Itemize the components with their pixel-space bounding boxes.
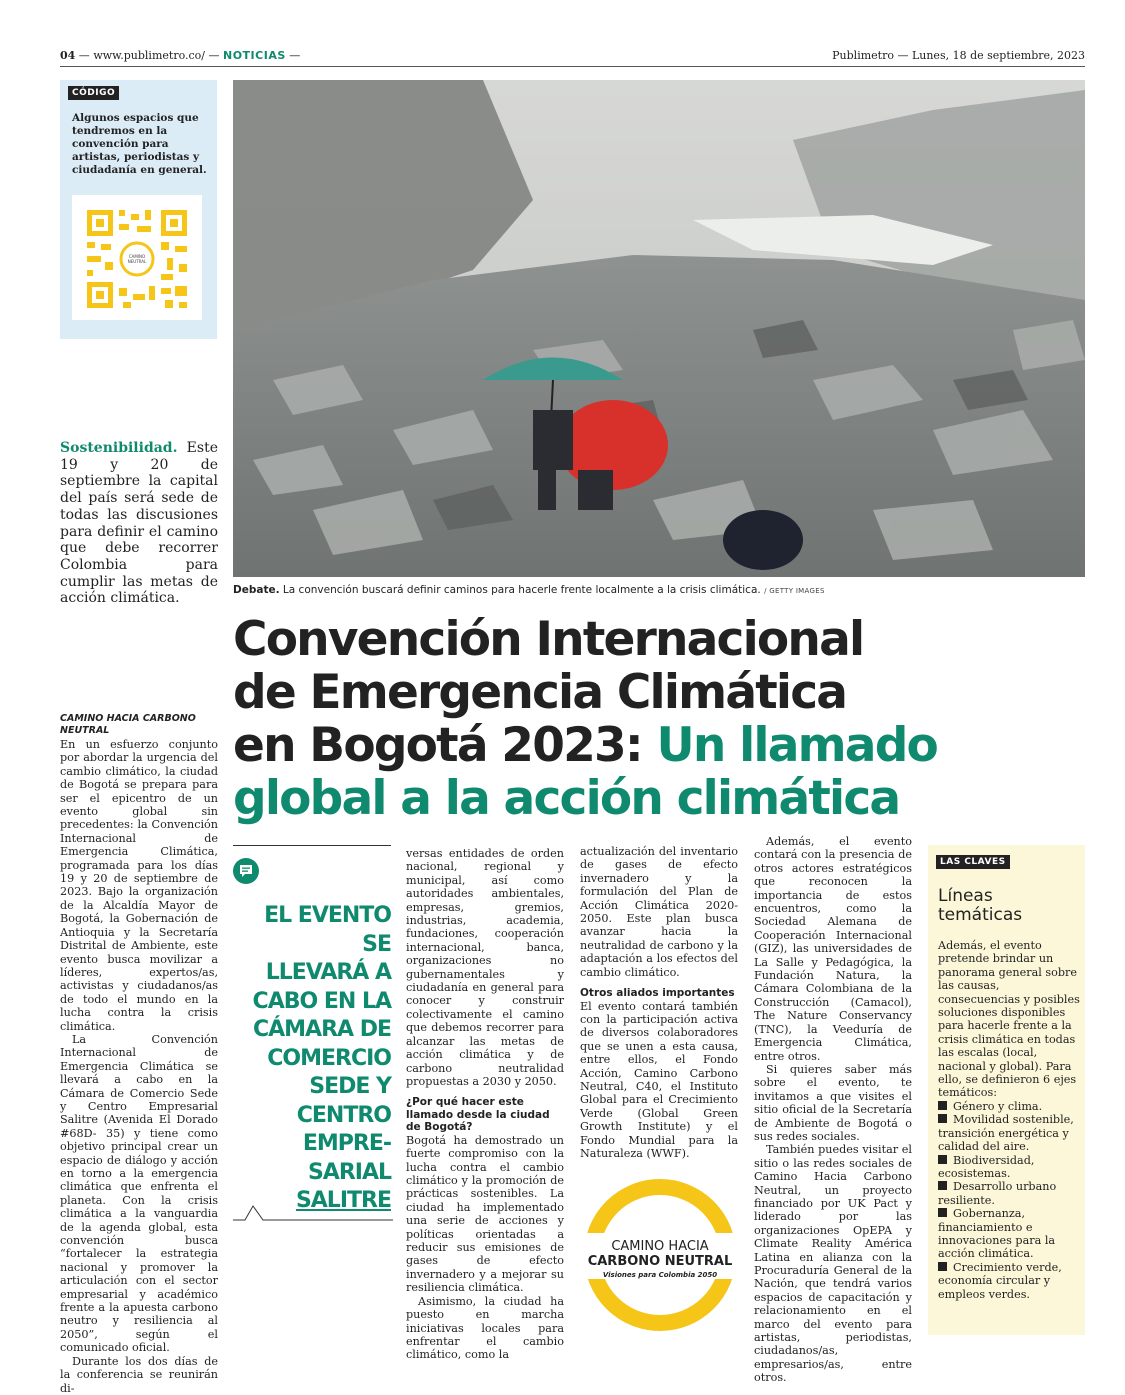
article-column-3 (580, 845, 738, 1160)
camino-carbono-neutral-logo (580, 1175, 740, 1335)
quote-line: LLEVARÁ A (265, 960, 391, 985)
paragraph: En un esfuerzo conjunto por abordar la urgencia del cambio climático, la ciudad de Bogotá se prepara para ser el epicentro de un evento global sin precedentes: la Convención Internacional de Emergencia Climática, programada para los días 19 y 20 de septiembre de 2023. Bajo la organización de la Alcaldía Mayor de Bogotá, la Gobernación de Antioquia y la Secretaría Distrital de Ambiente, este evento busca movilizar a líderes, expertos/as, activistas y ciudadanos/as de todo el mundo en la lucha contra la crisis climática. (60, 738, 218, 1033)
svg-text:CAMINO: CAMINO (128, 254, 146, 259)
bullet-square-icon (938, 1208, 947, 1217)
pull-quote (233, 902, 391, 1216)
svg-text:NEUTRAL: NEUTRAL (127, 259, 147, 264)
glacier-photo-illustration (233, 80, 1085, 577)
list-item-text: Desarrollo urbano resiliente. (938, 1180, 1057, 1207)
section-name: NOTICIAS (223, 49, 286, 62)
subheading: ¿Por qué hacer este llamado desde la ciudad de Bogotá? (406, 1096, 550, 1134)
list-item (938, 1100, 1080, 1113)
codigo-text: Algunos espacios que tendremos en la convención para artistas, periodistas y ciudadanía en general. (72, 112, 207, 176)
paragraph: Bogotá ha demostrado un fuerte compromiso con la lucha contra el cambio climático y la promoción de prácticas sostenibles. La ciudad ha implementado una serie de acciones y políticas orientadas a reducir sus emisiones de gases de efecto invernadero y a mejorar su resiliencia climática. (406, 1133, 564, 1295)
logo-line-2: CARBONO NEUTRAL (587, 1254, 733, 1269)
list-item (938, 1261, 1080, 1301)
paragraph: La Convención Internacional de Emergencia Climática se llevará a cabo en la Cámara de Comercio Sede y Centro Empresarial Salitre (Avenida El Dorado #68D- 35) y tiene como objetivo principal crear un espacio de diálogo y acción en torno a la emergencia climática que enfrenta el planeta. Con la crisis climática a la vanguardia de la agenda global, esta convención busca “fortalecer la estrategia nacional y promover la articulación con el sector empresarial y académico frente a la apuesta carbono neutro y resiliencia al 2050”, según el comunicado oficial. (60, 1032, 218, 1355)
paragraph: Además, el evento contará con la presencia de otros actores estratégicos que reconocen la importancia de estos encuentros, como la Sociedad Alemana de Cooperación Internacional (GIZ), las universidades de La Salle y Pedagógica, la Fundación Natura, la Cámara Colombiana de la Construcción (Camacol), The Nature Conservancy (TNC), la Veeduría de Emergencia Climática, entre otros. (754, 835, 912, 1063)
headline-line-2: de Emergencia Climática (233, 665, 847, 720)
quote-line: EMPRE-SARIAL (302, 1131, 391, 1185)
logo-line-1: CAMINO HACIA (611, 1239, 709, 1254)
lede-text: Este 19 y 20 de septiembre la capital del país será sede de todas las discusiones para definir el camino que debe recorrer Colombia para cumplir las metas de acción climática. (60, 440, 218, 607)
speech-bubble-icon (233, 858, 259, 884)
lede-label: Sostenibilidad. (60, 440, 178, 456)
claves-box (928, 845, 1085, 1335)
headline-line-3a: en Bogotá 2023: (233, 718, 642, 773)
claves-tag: LAS CLAVES (936, 855, 1010, 869)
site-url[interactable]: www.publimetro.co/ (93, 49, 205, 62)
headline-line-3 (233, 719, 1085, 772)
bullet-square-icon (938, 1262, 947, 1271)
caption-title: Debate. (233, 584, 280, 596)
headline-line-3b: Un llamado (656, 718, 938, 773)
claves-intro: Además, el evento pretende brindar un panorama general sobre las causas, consecuencias y posibles soluciones disponibles para hacerle frente a la crisis climática en todas las escalas (local, nacional y global). Para ello, se definieron 6 ejes temáticos: (938, 939, 1080, 1100)
list-item (938, 1154, 1080, 1181)
list-item-text: Gobernanza, financiamiento e innovaciones para la acción climática. (938, 1207, 1056, 1261)
qr-code-icon (87, 210, 187, 308)
headline (233, 613, 1085, 825)
bullet-square-icon (938, 1101, 947, 1110)
photo-caption (233, 584, 1085, 596)
photo-credit: / GETTY IMAGES (764, 587, 825, 595)
bullet-square-icon (938, 1114, 947, 1123)
article-column-2 (406, 847, 564, 1362)
codigo-tag: CÓDIGO (68, 86, 119, 100)
quote-rule (233, 845, 391, 846)
quote-bottom-rule (233, 1202, 393, 1222)
qr-code[interactable] (72, 195, 202, 320)
quote-line: COMERCIO (267, 1045, 391, 1071)
paragraph: El evento contará también con la participación activa de diversos colaboradores que se unen a esta causa, entre ellos, el Fondo Acción, Camino Carbono Neutral, C40, el Instituto Global para el Crecimiento Verde (Global Green Growth Institute) y el Fondo Mundial para la Naturaleza (WWF). (580, 999, 738, 1161)
paragraph: Durante los dos días de la conferencia se reunirán di- (60, 1354, 218, 1395)
paragraph: actualización del inventario de gases de efecto invernadero y la formulación del Plan de Acción Climática 2020-2050. Este plan busca avanzar hacia la neutralidad de carbono y la adaptación a los efectos del cambio climático. (580, 845, 738, 979)
page-header (60, 47, 1085, 67)
main-photo (233, 80, 1085, 577)
quote-line-last: SALITRE (295, 1188, 391, 1213)
bullet-square-icon (938, 1155, 947, 1164)
codigo-box (60, 80, 217, 339)
subheading: Otros aliados importantes (580, 987, 735, 1000)
paragraph: Si quieres saber más sobre el evento, te invitamos a que visites el sitio oficial de la Secretaría de Ambiente de Bogotá o sus redes sociales. (754, 1062, 912, 1143)
article-kicker: CAMINO HACIA CARBONO NEUTRAL (60, 713, 196, 736)
logo-line-3: Visiones para Colombia 2050 (602, 1271, 718, 1279)
list-item-text: Crecimiento verde, economía circular y empleos verdes. (938, 1260, 1062, 1301)
caption-text: La convención buscará definir caminos para hacerle frente localmente a la crisis climática. (282, 584, 761, 596)
list-item (938, 1180, 1080, 1207)
quote-line: CÁMARA DE (252, 1017, 391, 1042)
claves-title: Líneas temáticas (938, 886, 1023, 925)
quote-line: CABO EN LA (252, 988, 391, 1014)
claves-body (938, 939, 1080, 1301)
paragraph: También puedes visitar el sitio o las redes sociales de Camino Hacia Carbono Neutral, un proyecto financiado por UK Pact y liderado por las organizaciones OpEPA y Climate Reality América Latina en alianza con la Procuraduría General de la Nación, que tendrá varios espacios de capacitación y relacionamiento en el marco del evento para artistas, periodistas, ciudadanos/as, empresarios/as, entre otros. (754, 1143, 912, 1385)
list-item (938, 1113, 1080, 1153)
quote-line: EL EVENTO SE (264, 903, 391, 957)
lede (60, 440, 218, 607)
article-column-1 (60, 713, 218, 1395)
list-item-text: Movilidad sostenible, transición energética y calidad del aire. (938, 1113, 1074, 1154)
headline-line-1: Convención Internacional (233, 612, 864, 667)
bullet-square-icon (938, 1181, 947, 1190)
quote-line: SEDE Y CENTRO (296, 1074, 391, 1128)
headline-line-4: global a la acción climática (233, 771, 900, 826)
header-date: Publimetro — Lunes, 18 de septiembre, 2023 (832, 49, 1085, 62)
list-item (938, 1207, 1080, 1261)
paragraph: versas entidades de orden nacional, regional y municipal, así como autoridades ambientales, empresas, gremios, industrias, academia, fundaciones, cooperación internacional, banca, organizaciones no gubernamentales y ciudadanía en general para conocer y construir colectivamente el camino que debemos recorrer para alcanzar las metas de acción climática y de carbono neutralidad propuestas a 2030 y 2050. (406, 847, 564, 1088)
header-left: 04 — www.publimetro.co/ — NOTICIAS — (60, 49, 301, 62)
page-number: 04 (60, 49, 76, 62)
list-item-text: Biodiversidad, ecosistemas. (938, 1153, 1035, 1180)
list-item-text: Género y clima. (953, 1099, 1043, 1113)
paragraph: Asimismo, la ciudad ha puesto en marcha iniciativas locales para enfrentar el cambio climático, como la (406, 1294, 564, 1362)
article-column-4 (754, 835, 912, 1385)
